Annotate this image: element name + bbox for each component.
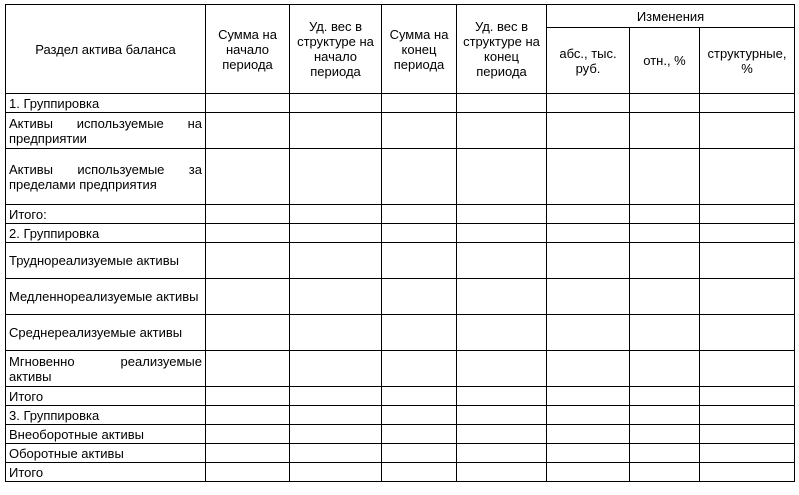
cell [630, 315, 700, 351]
row-label: Медленнореализуемые активы [6, 279, 206, 315]
cell [290, 406, 382, 425]
cell [547, 351, 630, 387]
row-label: Итого [6, 463, 206, 482]
cell [382, 205, 457, 224]
cell [700, 463, 795, 482]
cell [457, 463, 547, 482]
row-label: 1. Группировка [6, 94, 206, 113]
cell [382, 149, 457, 205]
header-section: Раздел актива баланса [6, 5, 206, 94]
cell [206, 279, 290, 315]
table-row [6, 387, 795, 406]
cell [290, 444, 382, 463]
cell [457, 224, 547, 243]
table-row [6, 94, 795, 113]
cell [382, 315, 457, 351]
cell [290, 94, 382, 113]
cell [290, 387, 382, 406]
header-share-end: Уд. вес в структуре на конец периода [457, 5, 547, 94]
table-row [6, 425, 795, 444]
cell [700, 387, 795, 406]
cell [290, 351, 382, 387]
header-share-start: Уд. вес в структуре на начало периода [290, 5, 382, 94]
cell [382, 113, 457, 149]
cell [547, 205, 630, 224]
cell [630, 94, 700, 113]
cell [700, 425, 795, 444]
cell [206, 149, 290, 205]
cell [457, 351, 547, 387]
cell [206, 224, 290, 243]
header-sum-start: Сумма на начало периода [206, 5, 290, 94]
cell [630, 243, 700, 279]
cell [382, 425, 457, 444]
row-label: Мгновенно реализуемые активы [6, 351, 206, 387]
cell [457, 94, 547, 113]
table-row [6, 463, 795, 482]
cell [547, 243, 630, 279]
cell [547, 94, 630, 113]
cell [206, 406, 290, 425]
row-label: Итого: [6, 205, 206, 224]
row-label: Итого [6, 387, 206, 406]
cell [547, 315, 630, 351]
cell [290, 279, 382, 315]
cell [206, 351, 290, 387]
cell [700, 224, 795, 243]
header-struct: структурные, % [700, 28, 795, 94]
table-row [6, 315, 795, 351]
cell [382, 444, 457, 463]
cell [382, 224, 457, 243]
cell [547, 406, 630, 425]
cell [382, 243, 457, 279]
row-label: Среднереализуемые активы [6, 315, 206, 351]
cell [382, 463, 457, 482]
cell [382, 94, 457, 113]
cell [206, 205, 290, 224]
cell [382, 351, 457, 387]
cell [700, 406, 795, 425]
cell [457, 149, 547, 205]
cell [700, 243, 795, 279]
cell [630, 444, 700, 463]
balance-assets-table [5, 4, 795, 482]
cell [630, 149, 700, 205]
row-label: 2. Группировка [6, 224, 206, 243]
cell [547, 149, 630, 205]
header-sum-end: Сумма на конец периода [382, 5, 457, 94]
cell [290, 224, 382, 243]
cell [206, 387, 290, 406]
row-label: Труднореализуемые активы [6, 243, 206, 279]
cell [206, 315, 290, 351]
table-row [6, 279, 795, 315]
table-row [6, 444, 795, 463]
cell [457, 444, 547, 463]
cell [290, 243, 382, 279]
cell [457, 113, 547, 149]
table-row [6, 243, 795, 279]
cell [206, 463, 290, 482]
cell [290, 315, 382, 351]
cell [700, 94, 795, 113]
row-label: Внеоборотные активы [6, 425, 206, 444]
cell [290, 113, 382, 149]
cell [700, 279, 795, 315]
table-row [6, 149, 795, 205]
cell [630, 425, 700, 444]
cell [630, 113, 700, 149]
cell [457, 243, 547, 279]
cell [700, 351, 795, 387]
cell [457, 205, 547, 224]
header-rel: отн., % [630, 28, 700, 94]
cell [630, 387, 700, 406]
row-label: Активы используемые за пределами предприятия [6, 149, 206, 205]
cell [290, 149, 382, 205]
cell [630, 463, 700, 482]
cell [630, 406, 700, 425]
cell [700, 444, 795, 463]
cell [630, 224, 700, 243]
header-abs: абс., тыс. руб. [547, 28, 630, 94]
cell [382, 406, 457, 425]
cell [700, 205, 795, 224]
cell [457, 406, 547, 425]
cell [547, 224, 630, 243]
cell [630, 351, 700, 387]
cell [547, 444, 630, 463]
cell [206, 94, 290, 113]
cell [206, 243, 290, 279]
cell [290, 463, 382, 482]
row-label: Активы используемые на предприятии [6, 113, 206, 149]
table-row [6, 224, 795, 243]
cell [457, 315, 547, 351]
cell [382, 387, 457, 406]
cell [547, 425, 630, 444]
cell [547, 279, 630, 315]
cell [457, 387, 547, 406]
cell [547, 387, 630, 406]
table-row [6, 205, 795, 224]
cell [457, 279, 547, 315]
cell [547, 113, 630, 149]
row-label: 3. Группировка [6, 406, 206, 425]
cell [290, 425, 382, 444]
cell [206, 113, 290, 149]
cell [630, 279, 700, 315]
cell [206, 425, 290, 444]
table-row [6, 113, 795, 149]
cell [457, 425, 547, 444]
row-label: Оборотные активы [6, 444, 206, 463]
cell [206, 444, 290, 463]
cell [547, 463, 630, 482]
header-changes: Изменения [547, 5, 795, 28]
cell [700, 149, 795, 205]
table-row [6, 351, 795, 387]
table-row [6, 406, 795, 425]
cell [700, 315, 795, 351]
cell [382, 279, 457, 315]
cell [630, 205, 700, 224]
cell [290, 205, 382, 224]
cell [700, 113, 795, 149]
